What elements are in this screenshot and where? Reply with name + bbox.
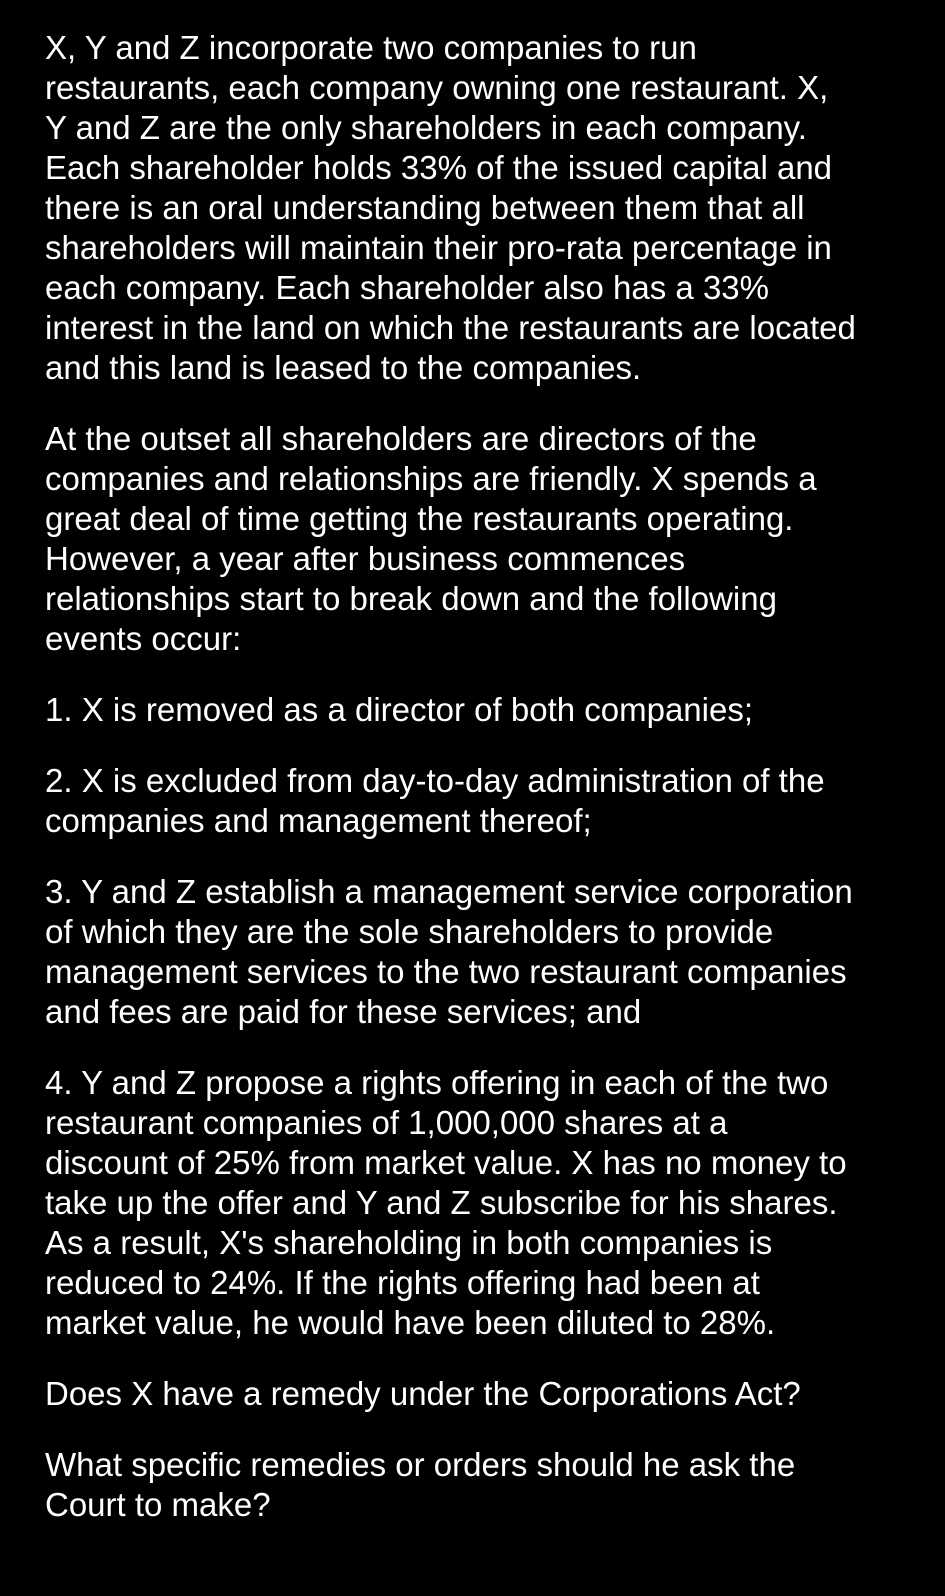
paragraph-facts: X, Y and Z incorporate two companies to run restaurants, each company owning one restaurant. X, Y and Z are the only shareholders in each company. Each shareholder holds 33% of the issued capital and there is an oral understanding between them that all shareholders will maintain their pro-rata percentage in each company. Each shareholder also has a 33% interest in the land on which the restaurants are located and this land is leased to the companies.	[45, 29, 856, 386]
document-body	[45, 28, 925, 1525]
list-item-event-1: 1. X is removed as a director of both companies;	[45, 691, 754, 728]
question-orders: What specific remedies or orders should he ask the Court to make?	[45, 1446, 796, 1523]
list-item-event-3: 3. Y and Z establish a management service corporation of which they are the sole shareholders to provide management services to the two restaurant companies and fees are paid for these services; and	[45, 873, 853, 1030]
list-item-event-2: 2. X is excluded from day-to-day administration of the companies and management thereof;	[45, 762, 825, 839]
paragraph-background: At the outset all shareholders are directors of the companies and relationships are friendly. X spends a great deal of time getting the restaurants operating. However, a year after business commences relationships start to break down and the following events occur:	[45, 420, 817, 657]
question-remedy: Does X have a remedy under the Corporations Act?	[45, 1375, 801, 1412]
list-item-event-4: 4. Y and Z propose a rights offering in each of the two restaurant companies of 1,000,000 shares at a discount of 25% from market value. X has no money to take up the offer and Y and Z subscribe for his shares. As a result, X's shareholding in both companies is reduced to 24%. If the rights offering had been at market value, he would have been diluted to 28%.	[45, 1064, 847, 1341]
